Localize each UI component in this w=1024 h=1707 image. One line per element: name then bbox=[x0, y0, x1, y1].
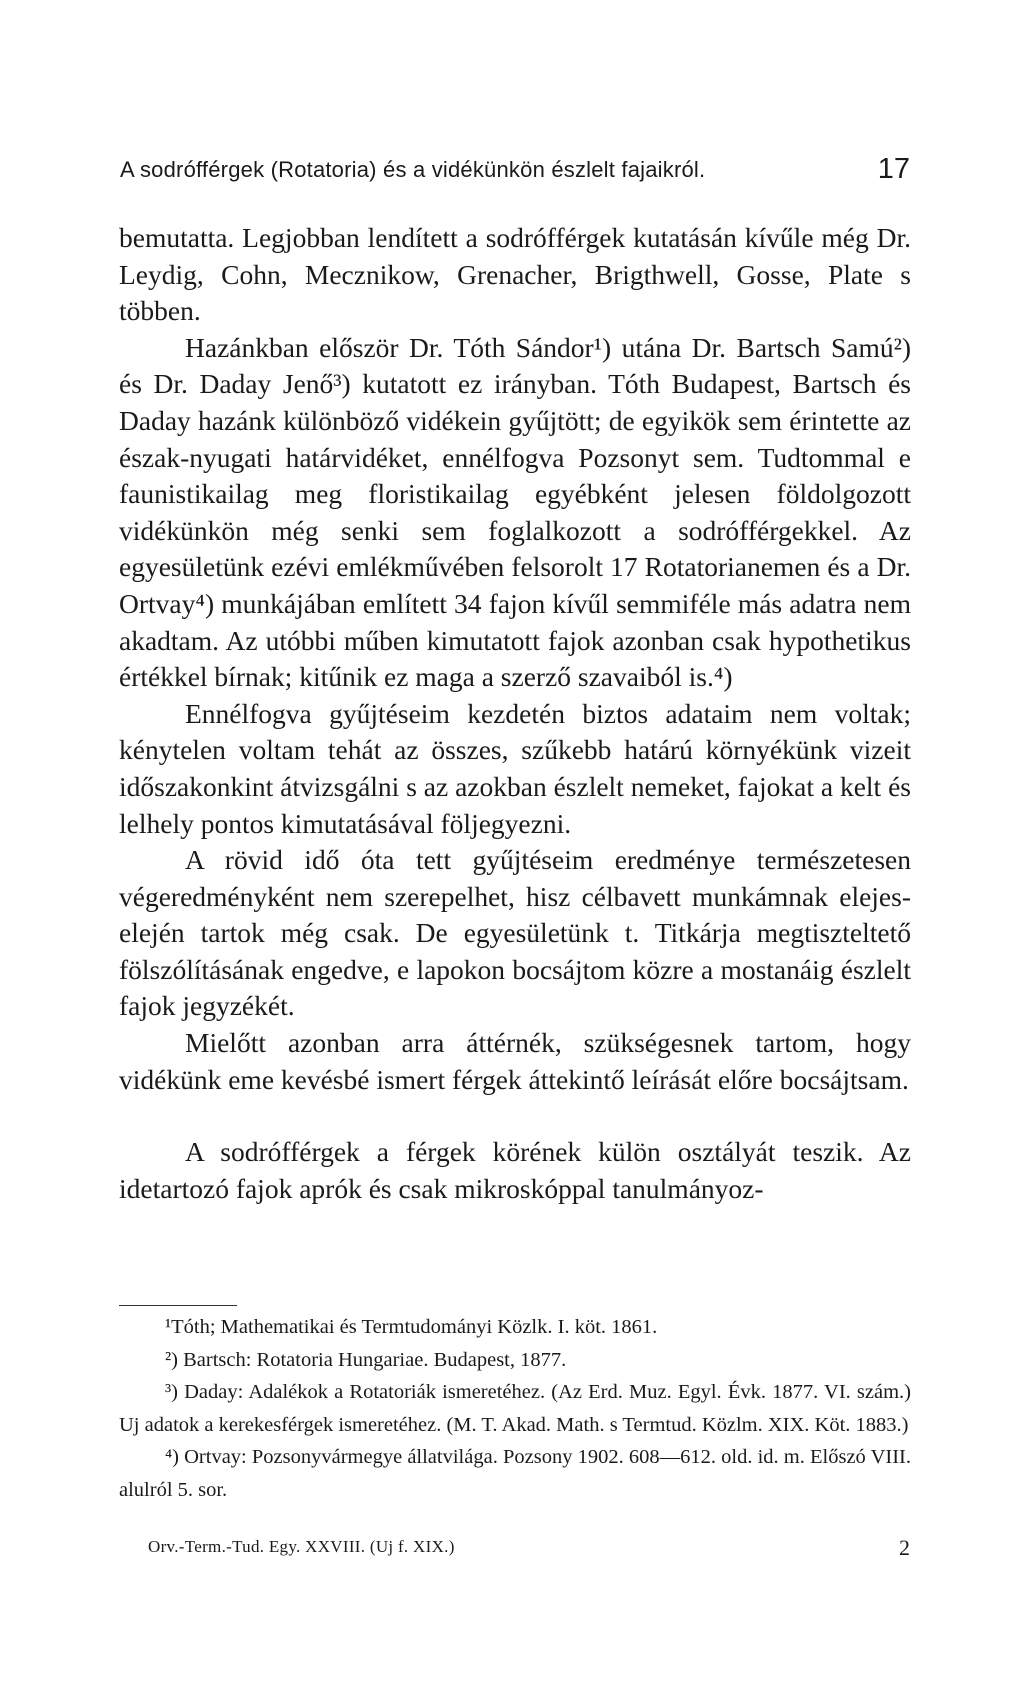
signature-mark: Orv.-Term.-Tud. Egy. XXVIII. (Uj f. XIX.) bbox=[148, 1537, 455, 1556]
paragraph: Hazánkban először Dr. Tóth Sándor¹) utána Dr. Bartsch Samú²) és Dr. Daday Jenő³) kutatott ez irányban. Tóth Budapest, Bartsch és Daday hazánk különböző vidékein gyűjtött; de egyikök sem érintette az észak-nyugati határvidéket, ennélfogva Pozsonyt sem. Tudtommal e faunistikailag meg floristikailag egyébként jelesen földolgozott vidékünkön még senki sem foglalkozott a sodrófférgekkel. Az egyesületünk ezévi emlékművében felsorolt 17 Rotatorianemen és a Dr. Ortvay⁴) munkájában említett 34 fajon kívűl semmiféle más adatra nem akadtam. Az utóbbi műben kimutatott fajok azonban csak hypothetikus értékkel bírnak; kitűnik ez maga a szerző szavaiból is.⁴) bbox=[119, 331, 911, 693]
paragraph: Mielőtt azonban arra áttérnék, szükségesnek tartom, hogy vidékünk eme kevésbé ismert férgek áttekintő leírását előre bocsájtsam. bbox=[119, 1027, 911, 1095]
signature-number: 2 bbox=[899, 1535, 910, 1560]
footnote-divider bbox=[119, 1305, 237, 1306]
running-title: A sodrófférgek (Rotatoria) és a vidékünkön észlelt fajaikról. bbox=[120, 157, 706, 182]
paragraph: bemutatta. Legjobban lendített a sodrófférgek kutatásán kívűle még Dr. Leydig, Cohn, Mecznikow, Grenacher, Brigthwell, Gosse, Plate s többen. bbox=[119, 222, 911, 327]
footnote: ³) Daday: Adalékok a Rotatoriák ismeretéhez. (Az Erd. Muz. Egyl. Évk. 1877. VI. szám.) Uj adatok a kerekesférgek ismeretéhez. (M. T. Akad. Math. s Termtud. Közlm. XIX. Köt. 1883.) bbox=[119, 1381, 911, 1436]
paragraph: A rövid idő óta tett gyűjtéseim eredménye természetesen végeredményként nem szerepelhet, hisz célbavett munkámnak elejes-elején tartok még csak. De egyesületünk t. Titkárja megtiszteltető fölszólításának engedve, e lapokon bocsájtom közre a mostanáig észlelt fajok jegyzékét. bbox=[119, 844, 911, 1022]
page-number: 17 bbox=[877, 153, 910, 185]
footnote: ⁴) Ortvay: Pozsonyvármegye állatvilága. Pozsony 1902. 608—612. old. id. m. Előszó VIII. alulról 5. sor. bbox=[119, 1446, 911, 1501]
running-head bbox=[120, 153, 910, 197]
footnotes bbox=[119, 1311, 911, 1506]
paragraph: A sodrófférgek a férgek körének külön osztályát teszik. Az idetartozó fajok aprók és csak mikroskóppal tanulmányoz- bbox=[119, 1136, 911, 1204]
body-text bbox=[119, 220, 911, 1207]
footnote: ²) Bartsch: Rotatoria Hungariae. Budapest, 1877. bbox=[165, 1348, 567, 1371]
signature-line bbox=[148, 1537, 910, 1567]
paragraph: Ennélfogva gyűjtéseim kezdetén biztos adataim nem voltak; kénytelen voltam tehát az összes, szűkebb határú környékünk vizeit időszakonkint átvizsgálni s az azokban észlelt nemeket, fajokat a kelt és lelhely pontos kimutatásával följegyezni. bbox=[119, 697, 911, 839]
footnote: ¹Tóth; Mathematikai és Termtudományi Közlk. I. köt. 1861. bbox=[165, 1316, 658, 1338]
